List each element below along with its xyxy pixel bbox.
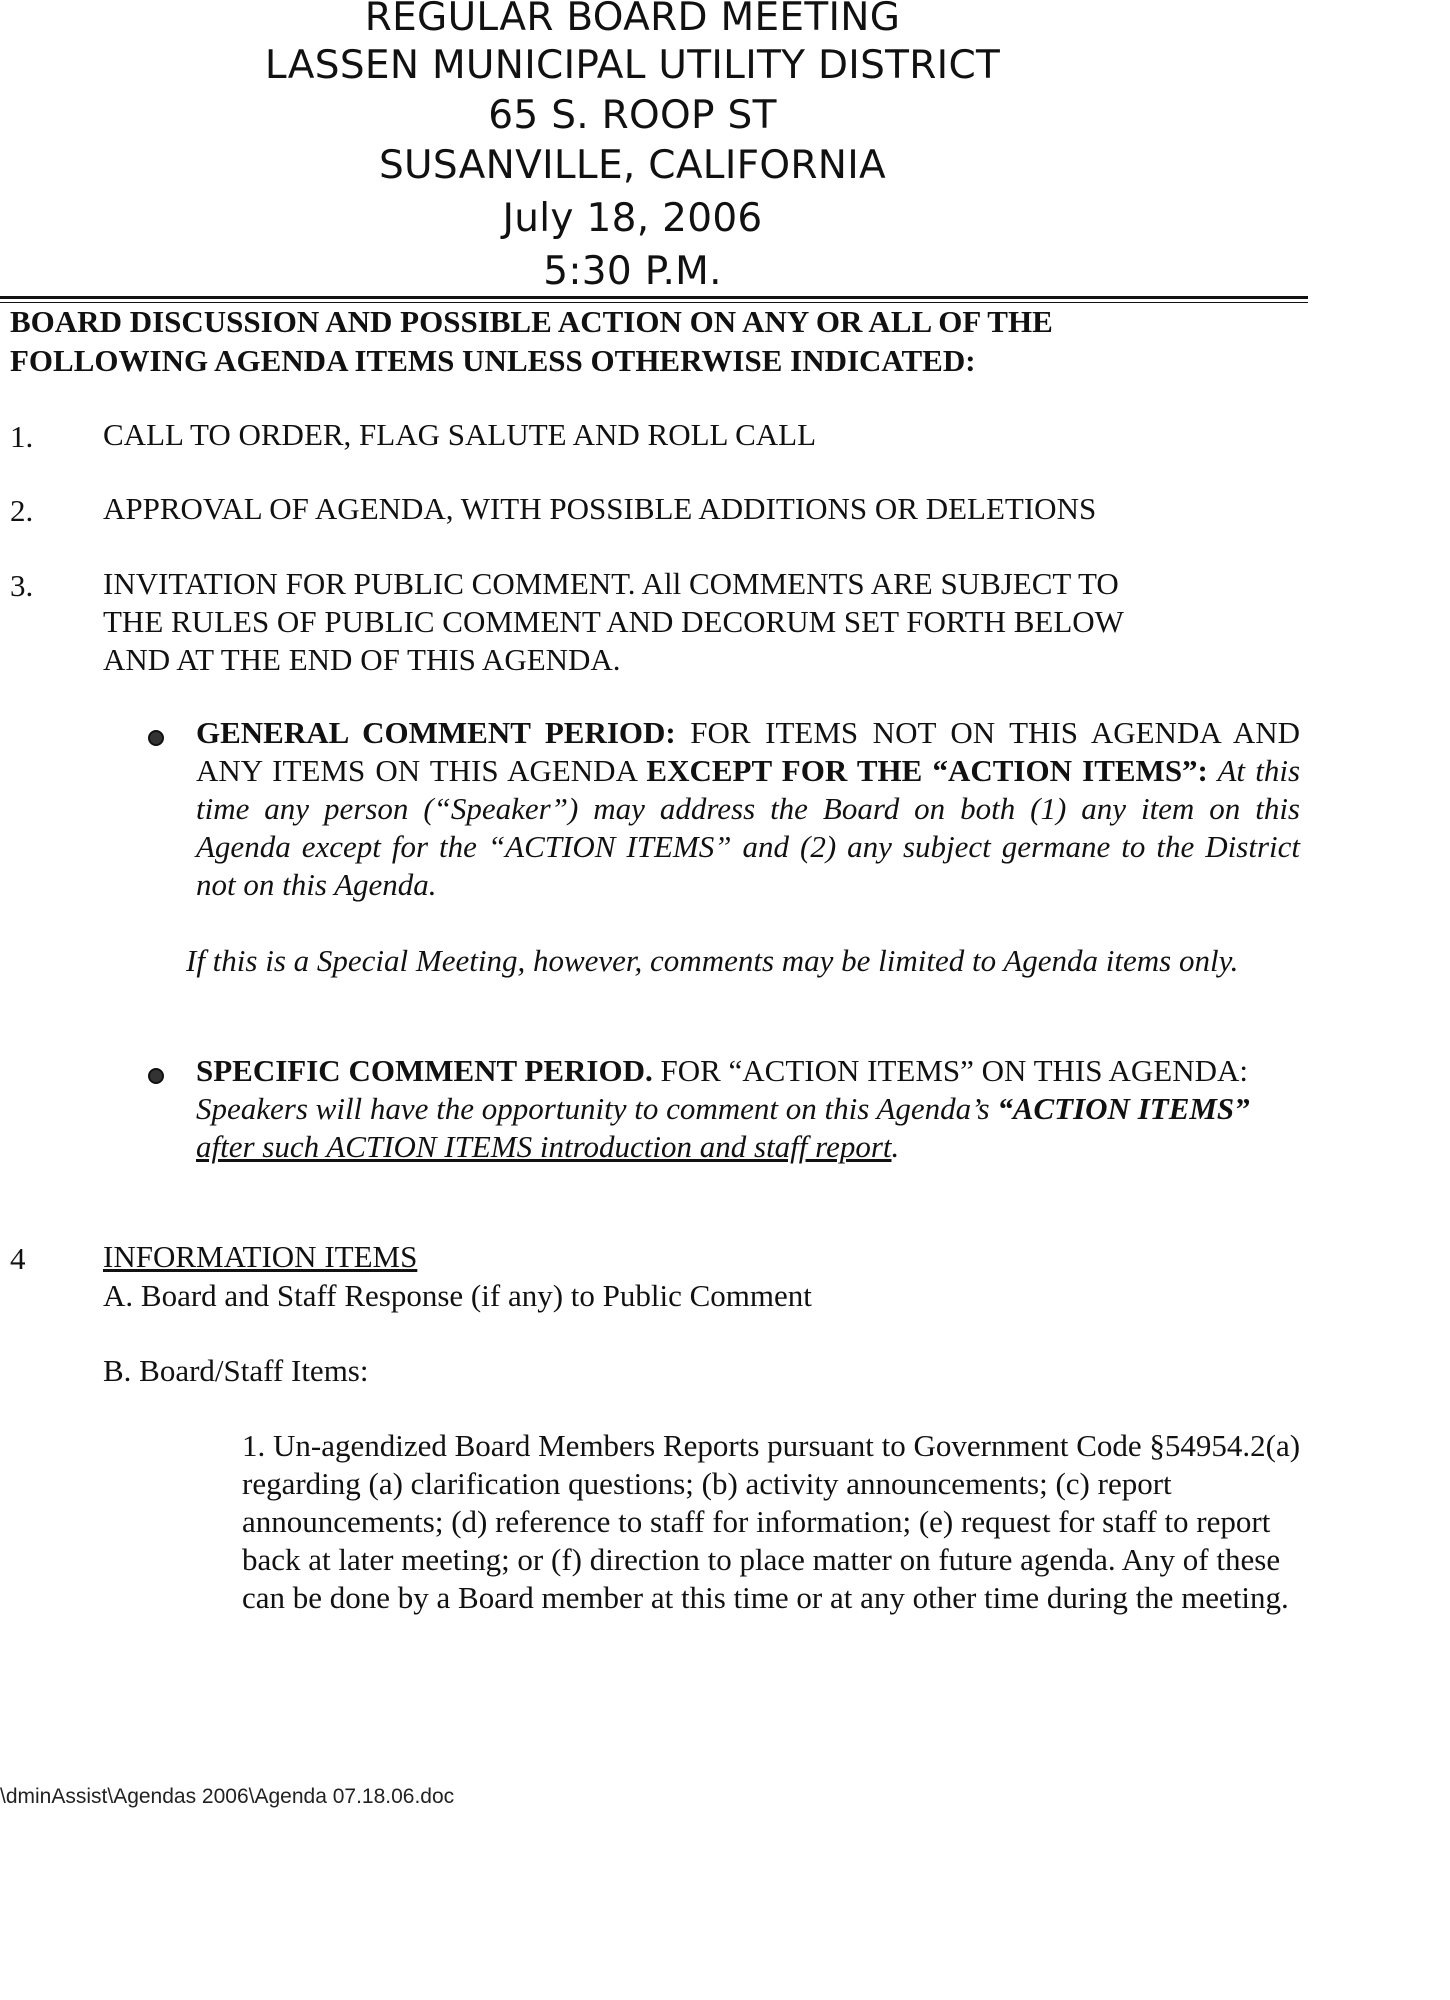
district-name: LASSEN MUNICIPAL UTILITY DISTRICT (264, 43, 1001, 88)
meeting-date: July 18, 2006 (502, 196, 763, 241)
specific-comment-action-items: “ACTION ITEMS” (997, 1091, 1250, 1126)
item-4-number: 4 (10, 1241, 26, 1276)
specific-comment-paragraph (196, 1052, 1296, 1166)
item-3-line-1: INVITATION FOR PUBLIC COMMENT. All COMMENTS ARE SUBJECT TO (103, 566, 1119, 601)
general-comment-intro: FOR ITEMS NOT ON THIS AGENDA AND ANY ITEMS ON THIS AGENDA (196, 715, 1300, 788)
item-1-text: CALL TO ORDER, FLAG SALUTE AND ROLL CALL (103, 417, 816, 452)
item-4a-text: A. Board and Staff Response (if any) to Public Comment (103, 1278, 812, 1313)
item-4b-text: B. Board/Staff Items: (103, 1353, 369, 1388)
specific-comment-bullet (148, 1068, 164, 1084)
document-path: \dminAssist\Agendas 2006\Agenda 07.18.06.doc (0, 1785, 455, 1808)
item-2-text: APPROVAL OF AGENDA, WITH POSSIBLE ADDITIONS OR DELETIONS (103, 491, 1097, 526)
item-3-line-2: THE RULES OF PUBLIC COMMENT AND DECORUM SET FORTH BELOW (103, 604, 1124, 639)
specific-comment-details: Speakers will have the opportunity to comment on this Agenda’s (196, 1091, 998, 1126)
header-rule-top (0, 296, 1308, 299)
general-comment-details: At this time any person (“Speaker”) may address the Board on both (1) any item on this Agenda except for the “ACTION ITEMS” and (2) any subject germane to the District not on this Agenda. (196, 753, 1301, 902)
specific-comment-end: . (891, 1129, 900, 1164)
item-3-number: 3. (10, 568, 34, 603)
meeting-time: 5:30 P.M. (543, 249, 722, 294)
item-4b1-text: 1. Un-agendized Board Members Reports pursuant to Government Code §54954.2(a) regarding (a) clarification questions; (b) activity announcements; (c) report announcements; (d) reference to staff for information; (e) request for staff to report back at later meeting; or (f) direction to place matter on future agenda. Any of these can be done by a Board member at this time or at any other time during the meeting. (242, 1428, 1301, 1615)
item-4-title: INFORMATION ITEMS (103, 1239, 418, 1274)
banner-line-1: BOARD DISCUSSION AND POSSIBLE ACTION ON ANY OR ALL OF THE (10, 304, 1053, 339)
item-2-number: 2. (10, 493, 34, 528)
agenda-banner (10, 302, 1290, 380)
general-comment-heading: GENERAL COMMENT PERIOD: (196, 715, 676, 750)
general-comment-bullet (148, 730, 164, 746)
city-state: SUSANVILLE, CALIFORNIA (378, 143, 887, 188)
street-address: 65 S. ROOP ST (488, 93, 777, 138)
special-meeting-note: If this is a Special Meeting, however, comments may be limited to Agenda items only. (186, 943, 1239, 978)
banner-line-2: FOLLOWING AGENDA ITEMS UNLESS OTHERWISE INDICATED: (10, 343, 976, 378)
general-comment-paragraph (196, 714, 1300, 904)
item-3-line-3: AND AT THE END OF THIS AGENDA. (103, 642, 621, 677)
specific-comment-underlined: after such ACTION ITEMS introduction and staff report (196, 1129, 892, 1164)
general-comment-except: EXCEPT FOR THE “ACTION ITEMS”: (646, 753, 1208, 788)
item-1-number: 1. (10, 419, 34, 454)
specific-comment-heading: SPECIFIC COMMENT PERIOD. (196, 1053, 653, 1088)
specific-comment-intro: FOR “ACTION ITEMS” ON THIS AGENDA: (652, 1053, 1249, 1088)
meeting-title: REGULAR BOARD MEETING (364, 0, 901, 40)
